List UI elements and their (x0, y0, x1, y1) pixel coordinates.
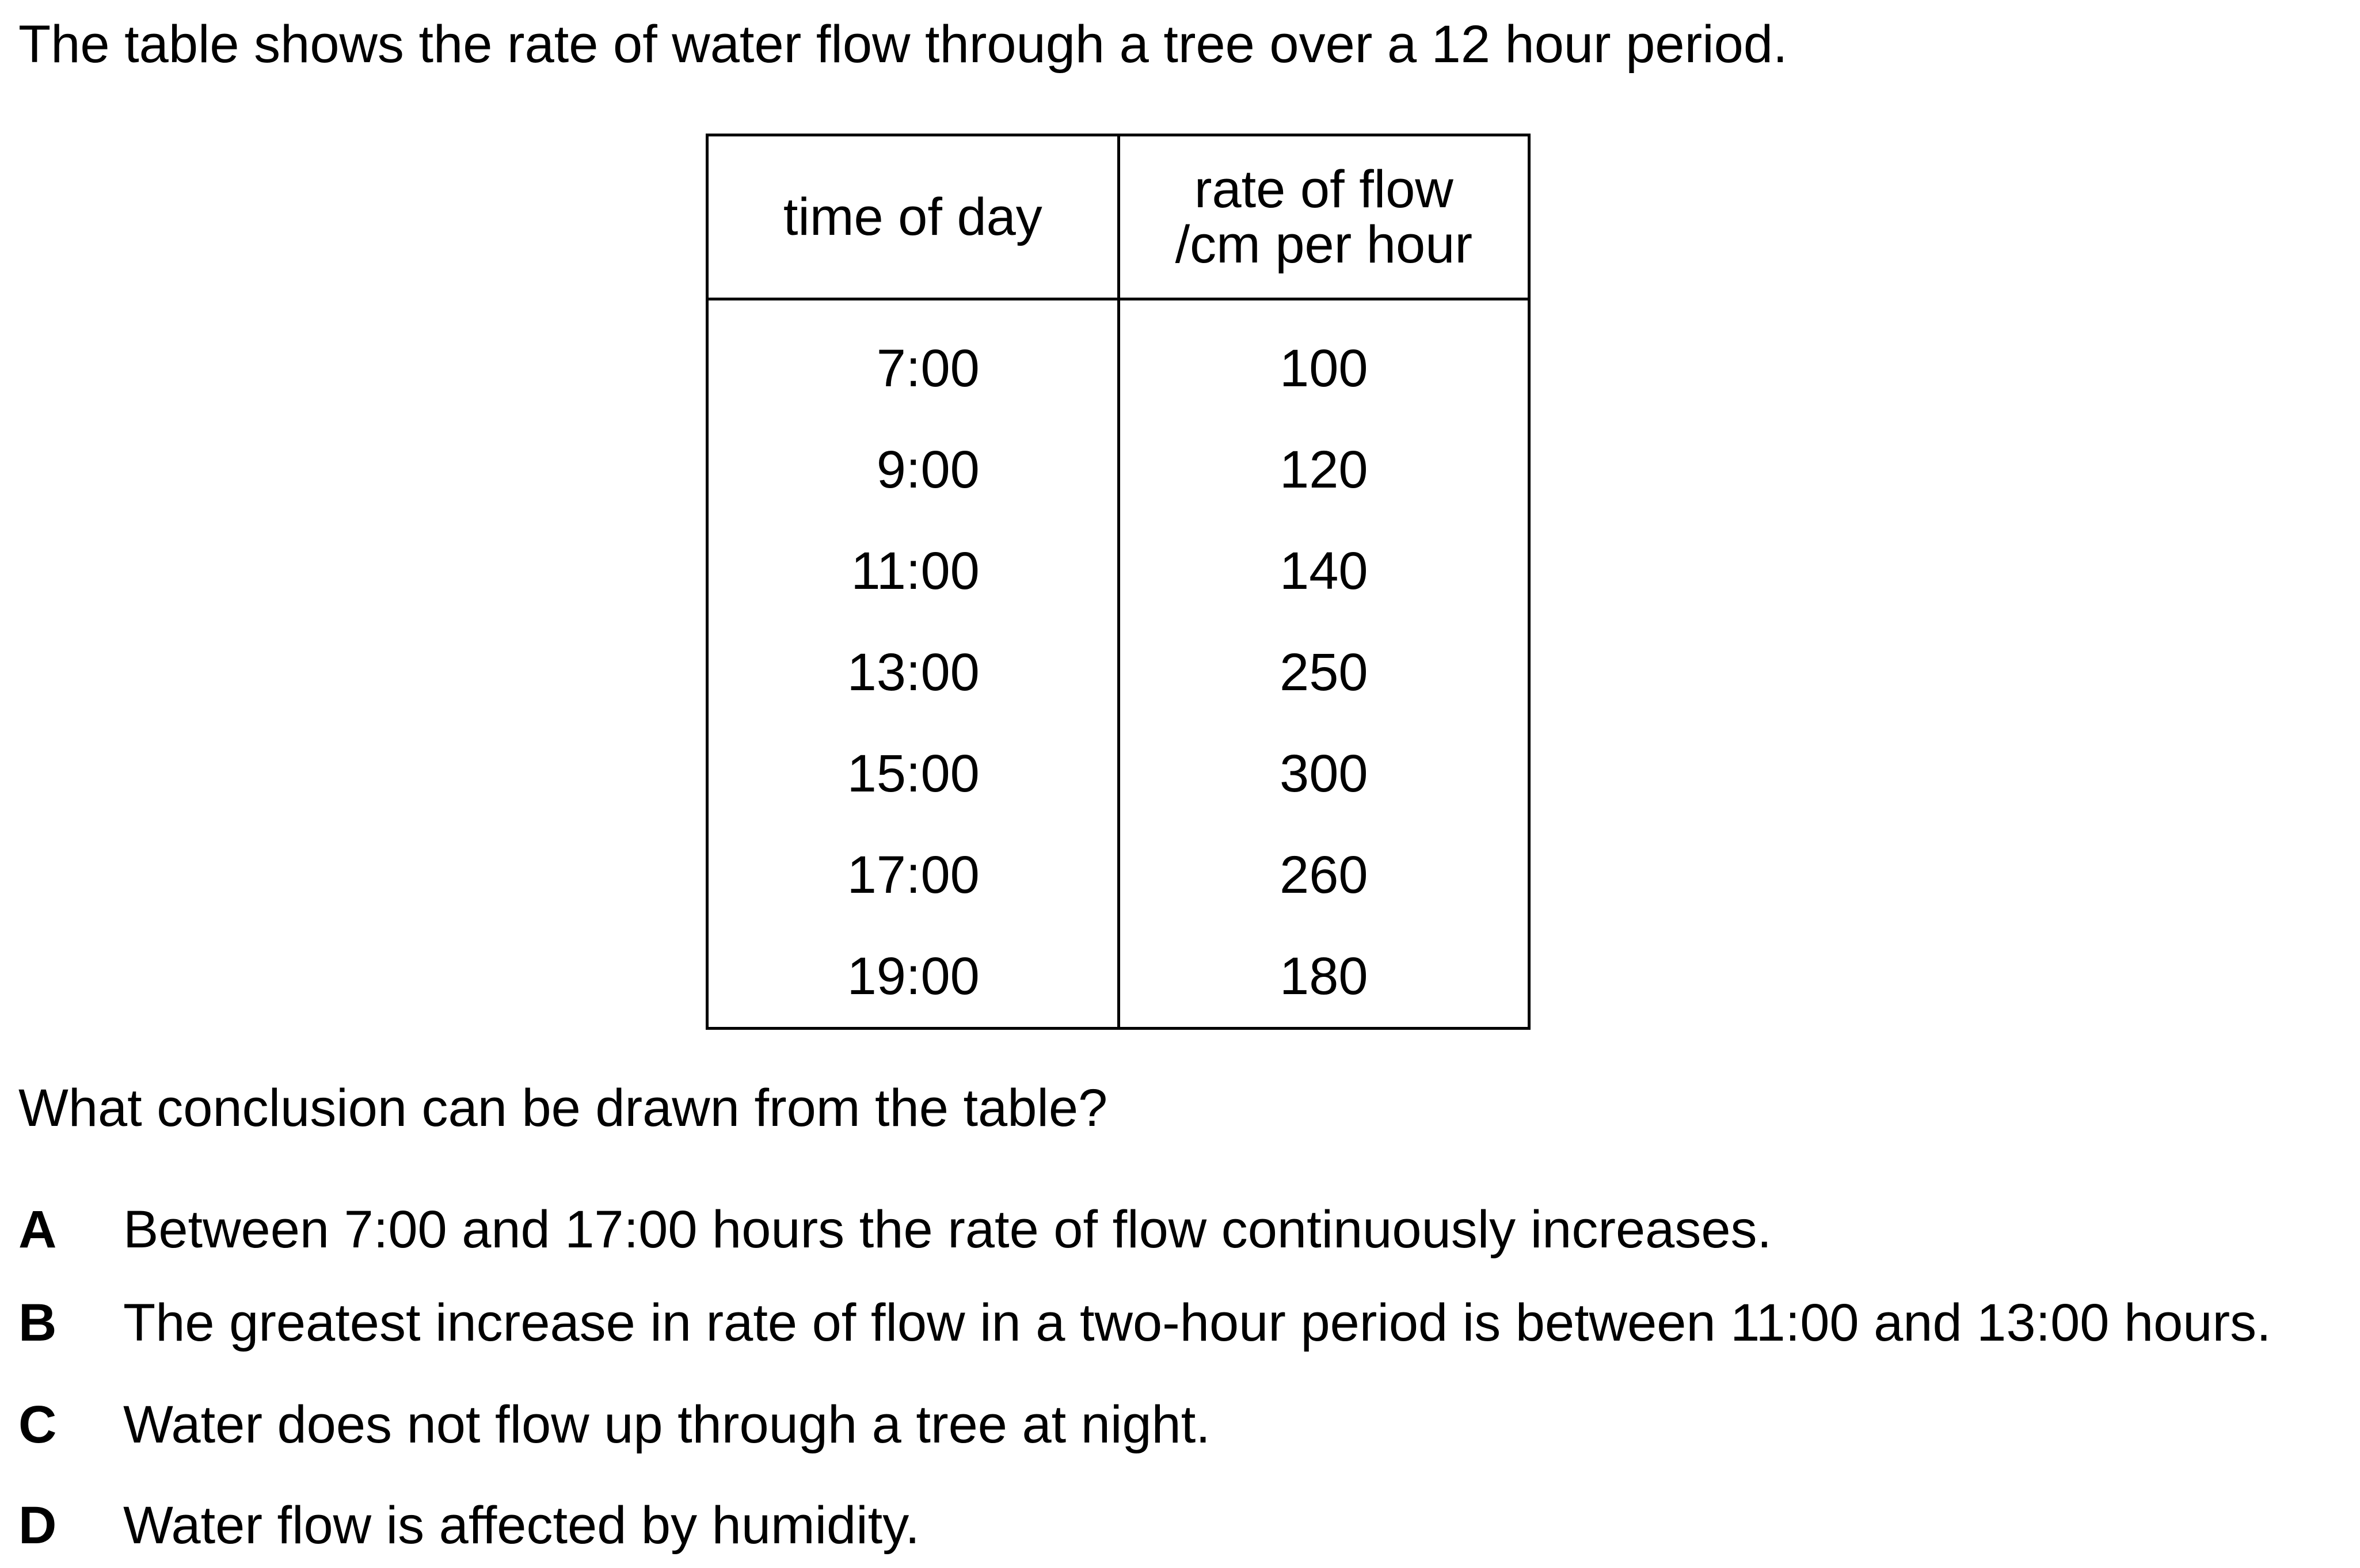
header-rate-line2: /cm per hour (1175, 215, 1473, 274)
option-letter: B (18, 1293, 57, 1352)
option-text: Water flow is affected by humidity. (123, 1496, 920, 1555)
question-text: What conclusion can be drawn from the table? (18, 1079, 1108, 1137)
time-cell: 11:00 (707, 520, 1119, 622)
option-c[interactable] (18, 1393, 1211, 1456)
time-cell: 9:00 (707, 419, 1119, 520)
rate-cell: 260 (1118, 824, 1529, 926)
option-b[interactable] (18, 1291, 2271, 1354)
table-row (707, 299, 1529, 420)
option-text: Between 7:00 and 17:00 hours the rate of flow continuously increases. (123, 1200, 1772, 1259)
rate-cell: 250 (1118, 622, 1529, 723)
option-d[interactable] (18, 1494, 920, 1557)
rate-cell: 180 (1118, 926, 1529, 1029)
rate-cell: 140 (1118, 520, 1529, 622)
time-cell: 13:00 (707, 622, 1119, 723)
option-letter: A (18, 1200, 57, 1259)
header-rate-line1: rate of flow (1194, 160, 1453, 219)
rate-cell: 100 (1118, 299, 1529, 420)
intro-text: The table shows the rate of water flow through a tree over a 12 hour period. (18, 15, 1788, 74)
header-time: time of day (707, 135, 1119, 299)
table-header-row (707, 135, 1529, 299)
table-row (707, 926, 1529, 1029)
option-text: Water does not flow up through a tree at night. (123, 1395, 1211, 1454)
data-table (706, 134, 1531, 1030)
option-letter: C (18, 1395, 57, 1454)
rate-cell: 120 (1118, 419, 1529, 520)
time-cell: 19:00 (707, 926, 1119, 1029)
option-letter: D (18, 1496, 57, 1555)
time-cell: 17:00 (707, 824, 1119, 926)
rate-cell: 300 (1118, 723, 1529, 824)
option-text: The greatest increase in rate of flow in a two-hour period is between 11:00 and 13:00 hours. (123, 1293, 2271, 1352)
time-cell: 7:00 (707, 299, 1119, 420)
header-rate (1118, 135, 1529, 299)
table-row (707, 520, 1529, 622)
option-a[interactable] (18, 1198, 1772, 1261)
table-row (707, 824, 1529, 926)
time-cell: 15:00 (707, 723, 1119, 824)
table-row (707, 622, 1529, 723)
table-row (707, 723, 1529, 824)
table-row (707, 419, 1529, 520)
